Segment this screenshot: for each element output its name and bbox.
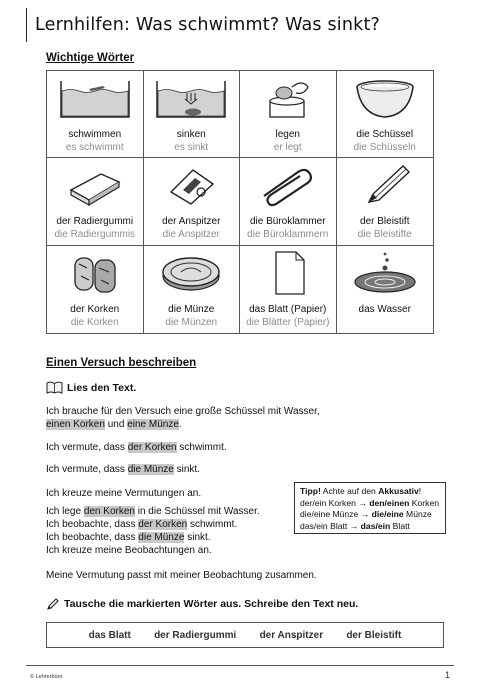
tip-text: Münze [403, 509, 432, 519]
vocab-cell [337, 158, 434, 245]
water-splash-icon [337, 250, 434, 296]
text-line: Ich kreuze meine Beobachtungen an. [46, 545, 212, 556]
tip-text: Blatt [390, 520, 410, 531]
vocab-word: der Anspitzer [162, 216, 221, 228]
vocab-word: der Radiergummi [56, 216, 134, 228]
vocab-form: die Anspitzer [162, 229, 220, 241]
text-span: Ich beobachte, dass [46, 532, 139, 543]
section-heading-words: Wichtige Wörter [46, 52, 135, 64]
tip-line [300, 486, 440, 498]
vocab-form: die Münzen [165, 316, 218, 328]
word-bank-item: der Anspitzer [259, 629, 324, 641]
highlighted-word: einen Korken [46, 419, 105, 430]
water-floating-icon [47, 75, 143, 121]
tip-bold: das/ein [360, 520, 391, 531]
text-span: schwimmt. [187, 519, 238, 530]
word-bank [46, 622, 444, 648]
highlighted-word: den Korken [83, 506, 135, 517]
tip-text: Achte auf den [320, 486, 379, 496]
vocab-form: es sinkt [174, 142, 209, 153]
text-line [46, 463, 200, 476]
word-bank-item: das Blatt [88, 629, 131, 641]
text-line: Meine Vermutung passt mit meiner Beobachtung zusammen. [46, 570, 317, 581]
tip-bold: den/einen [369, 497, 410, 508]
vocab-cell [240, 246, 337, 333]
text-line [46, 518, 237, 531]
vocab-word: die Büroklammer [249, 216, 326, 228]
vocab-cell [240, 158, 337, 245]
paperclip-icon [240, 162, 336, 208]
task-instruction-label: Tausche die markierten Wörter aus. Schreibe den Text neu. [64, 598, 359, 610]
page-title: Lernhilfen: Was schwimmt? Was sinkt? [35, 15, 381, 35]
text-span: Ich lege [46, 506, 84, 517]
tip-label: Tipp! [300, 486, 321, 496]
vocab-form: die Blätter (Papier) [246, 316, 330, 328]
vocab-cell [144, 158, 241, 245]
vocab-cell [240, 71, 337, 158]
vocab-word: die Münze [168, 303, 215, 315]
text-span: sinkt. [184, 532, 211, 543]
text-span: und [104, 419, 128, 430]
text-span: in die Schüssel mit Wasser. [134, 506, 260, 517]
vocab-word: sinken [176, 129, 206, 140]
highlighted-word: eine Münze [127, 419, 179, 430]
tip-line [300, 509, 440, 521]
eraser-icon [47, 162, 143, 208]
vocab-cell [144, 246, 241, 333]
pencil-writing-icon [46, 597, 60, 611]
footer-copyright: © Lehrerbüro [30, 674, 63, 680]
bowl-icon [337, 75, 434, 121]
vocab-form: die Korken [70, 316, 119, 328]
book-icon [46, 381, 63, 394]
page-number: 1 [444, 670, 450, 680]
vocab-cell [144, 71, 241, 158]
vocab-word: der Korken [70, 303, 120, 315]
text-line: Ich kreuze meine Vermutungen an. [46, 488, 202, 499]
vocab-form: die Bleistifte [357, 229, 412, 241]
coin-icon [144, 250, 240, 296]
vocab-form: die Radiergummis [54, 229, 136, 241]
vocab-cell [47, 158, 144, 245]
text-span: Ich beobachte, dass [46, 519, 139, 530]
highlighted-word: die Münze [138, 532, 185, 543]
text-line [46, 418, 182, 431]
vocab-word: schwimmen [68, 129, 122, 140]
vocab-cell [337, 246, 434, 333]
text-line [46, 505, 260, 518]
tip-box [294, 482, 446, 534]
vocab-form: die Schüsseln [353, 142, 416, 153]
vocab-cell [337, 71, 434, 158]
text-span: schwimmt. [176, 442, 227, 453]
tip-bold: die/eine [371, 509, 404, 519]
vocab-form: er legt [273, 142, 302, 153]
tip-text: Korken [409, 497, 440, 508]
paper-sheet-icon [240, 250, 336, 296]
tip-text: der/ein Korken → [300, 497, 370, 508]
pencil-sharpener-icon [144, 162, 240, 208]
read-instruction [46, 381, 136, 394]
vocab-word: das Blatt (Papier) [249, 303, 327, 315]
tip-line [300, 498, 440, 510]
read-instruction-label: Lies den Text. [67, 381, 137, 394]
text-line [46, 405, 320, 418]
vocab-cell [47, 71, 144, 158]
section-heading-experiment: Einen Versuch beschreiben [46, 357, 197, 369]
cork-icon [47, 250, 143, 296]
text-span: Ich vermute, dass [46, 464, 128, 475]
text-line [46, 531, 211, 544]
water-sinking-icon [144, 75, 240, 121]
vocab-word: legen [275, 129, 300, 140]
highlighted-word: der Korken [127, 442, 177, 453]
title-bar [26, 8, 460, 42]
vocab-form: die Büroklammern [247, 229, 329, 241]
text-span: sinkt. [173, 464, 200, 475]
highlighted-word: der Korken [138, 519, 188, 530]
highlighted-word: die Münze [127, 464, 174, 475]
vocab-word: das Wasser [358, 303, 411, 315]
text-line [46, 441, 227, 454]
text-span: Ich brauche für den Versuch eine große Schüssel mit Wasser, [46, 406, 320, 417]
vocabulary-grid [46, 70, 434, 334]
tip-text: ! [418, 486, 422, 496]
text-span: Ich vermute, dass [46, 442, 128, 453]
vocab-word: der Bleistift [360, 216, 410, 228]
vocab-word: die Schüssel [356, 129, 414, 140]
pencil-icon [337, 162, 434, 208]
vocab-form: es schwimmt [65, 142, 124, 153]
tip-line [300, 521, 440, 533]
word-bank-item: der Bleistift [346, 629, 402, 641]
text-span: . [178, 419, 182, 430]
vocab-cell [47, 246, 144, 333]
task-instruction [46, 597, 358, 611]
word-bank-item: der Radiergummi [154, 629, 237, 641]
tip-text: die/eine Münze → [300, 509, 372, 519]
tip-akkusativ: Akkusativ [378, 486, 419, 496]
tip-text: das/ein Blatt → [300, 520, 361, 531]
placing-cork-icon [240, 75, 336, 121]
footer-divider [26, 665, 454, 666]
